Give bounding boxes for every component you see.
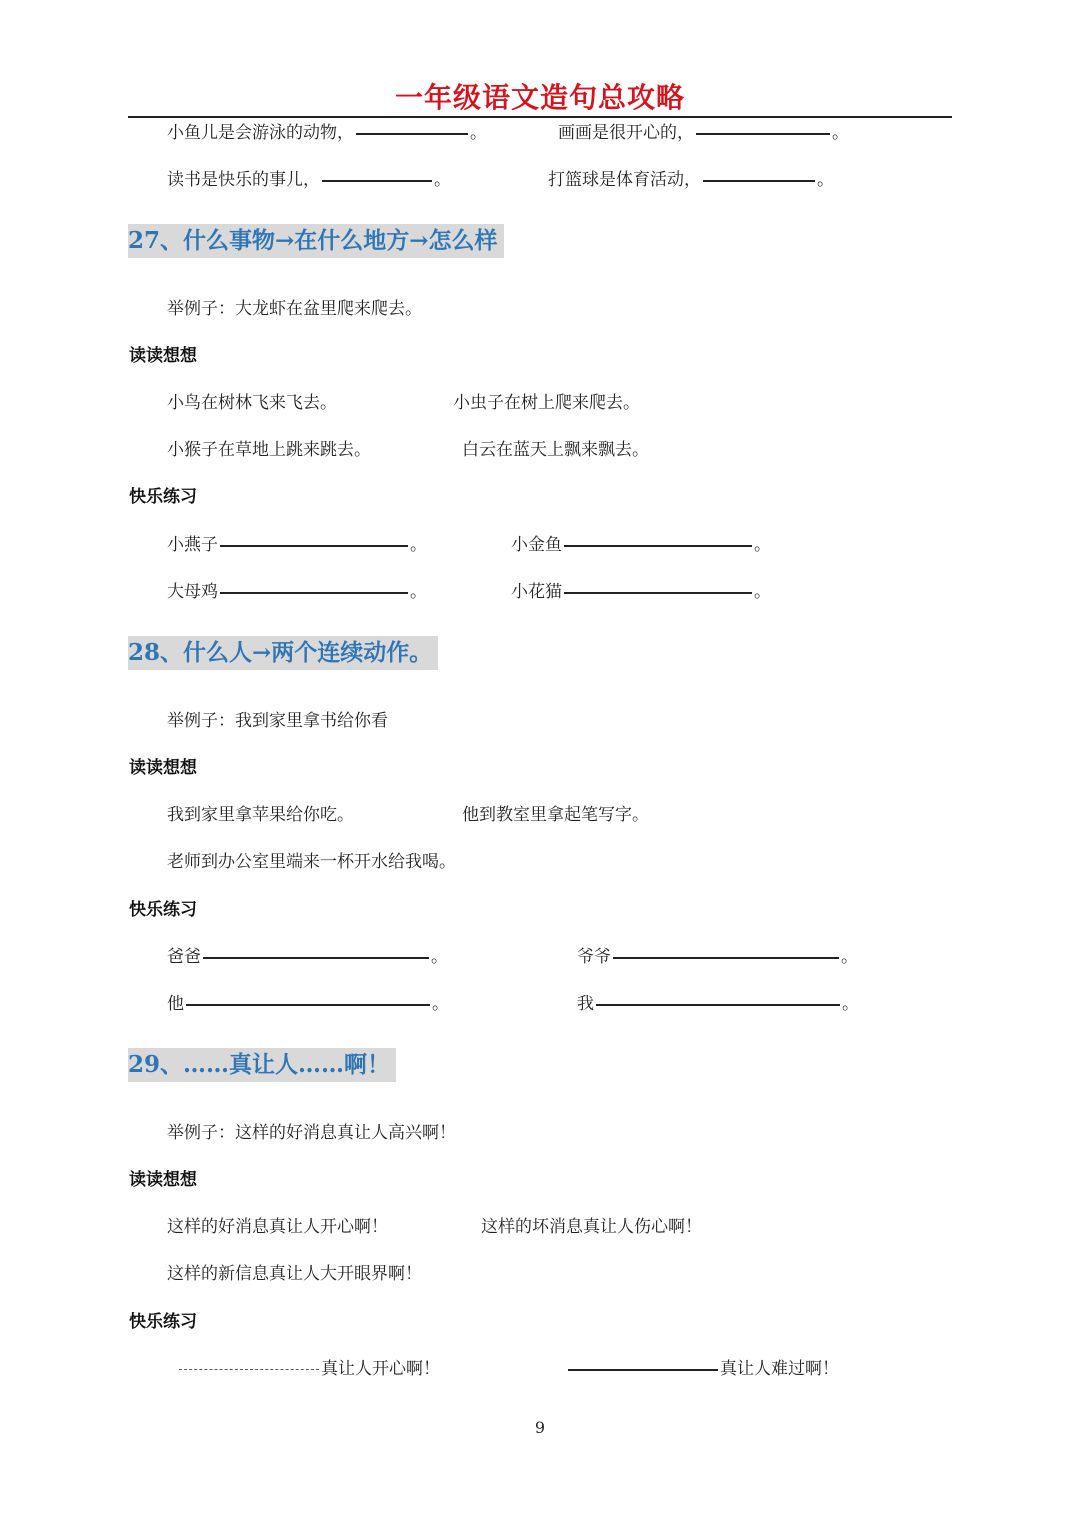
blank-line [220,545,408,547]
practice-line: 小鱼儿是会游泳的动物， 。 [167,123,487,143]
read-item: 这样的好消息真让人开心啊！ [167,1217,388,1237]
blank-line [613,957,839,959]
practice-line: 真让人难过啊！ [566,1354,839,1379]
practice-line: 读书是快乐的事儿， 。 [167,170,451,190]
read-item: 这样的坏消息真让人伤心啊！ [481,1217,702,1237]
blank-line [322,180,432,182]
practice-line: 他 。 [167,994,449,1014]
blank-line [186,1004,430,1006]
practice-label: 快乐练习 [129,900,197,920]
blank-line [696,133,830,135]
blank-line [203,957,429,959]
read-item: 小鸟在树林飞来飞去。 [167,393,337,413]
practice-line: 小金鱼 。 [511,535,771,555]
read-item: 这样的新信息真让人大开眼界啊！ [167,1264,422,1284]
blank-line [564,592,752,594]
document-title: 一年级语文造句总攻略 [394,81,685,114]
read-item: 白云在蓝天上飘来飘去。 [462,440,649,460]
practice-line: 大母鸡 。 [167,582,427,602]
blank-line [568,1369,718,1371]
read-label: 读读想想 [129,758,197,778]
practice-line: 真让人开心啊！ [177,1354,440,1379]
practice-line: 爸爸 。 [167,947,448,967]
blank-line [356,133,468,135]
practice-line: 小花猫 。 [511,582,771,602]
read-item: 小虫子在树上爬来爬去。 [453,393,640,413]
read-label: 读读想想 [129,1170,197,1190]
read-item: 老师到办公室里端来一杯开水给我喝。 [167,852,456,872]
practice-line: 画画是很开心的， 。 [558,123,849,143]
blank-line [596,1004,840,1006]
practice-line: 打篮球是体育活动， 。 [548,170,834,190]
read-item: 他到教室里拿起笔写字。 [462,805,649,825]
example-sentence: 举例子：我到家里拿书给你看 [167,711,388,731]
section-heading-28: 28、什么人→两个连续动作。 [128,636,438,670]
blank-line [179,1369,319,1370]
read-item: 我到家里拿苹果给你吃。 [167,805,354,825]
section-heading-27: 27、什么事物→在什么地方→怎么样 [128,224,504,258]
read-item: 小猴子在草地上跳来跳去。 [167,440,371,460]
example-sentence: 举例子：这样的好消息真让人高兴啊！ [167,1123,456,1143]
practice-label: 快乐练习 [129,1312,197,1332]
blank-line [564,545,752,547]
practice-line: 爷爷 。 [577,947,858,967]
practice-line: 小燕子 。 [167,535,427,555]
practice-label: 快乐练习 [129,487,197,507]
page-number: 9 [534,1418,546,1437]
read-label: 读读想想 [129,346,197,366]
section-heading-29: 29、……真让人……啊！ [128,1048,396,1082]
blank-line [703,180,815,182]
example-sentence: 举例子：大龙虾在盆里爬来爬去。 [167,299,422,319]
practice-line: 我 。 [577,994,859,1014]
blank-line [220,592,408,594]
